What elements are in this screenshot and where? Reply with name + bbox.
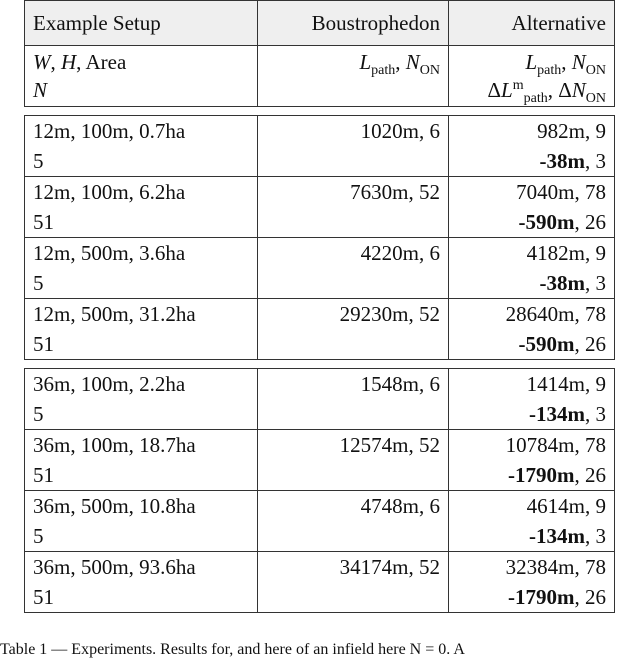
boustrophedon-cell	[258, 430, 449, 491]
results-table	[24, 0, 615, 613]
header-alternative: Alternative	[449, 1, 615, 46]
setup-n: 5	[33, 271, 44, 295]
alternative-cell	[449, 552, 615, 613]
boustrophedon-cell	[258, 491, 449, 552]
alternative-cell	[449, 238, 615, 299]
subheader-setup-cell	[25, 46, 258, 107]
alternative-value: 7040m, 78	[516, 180, 606, 204]
alternative-delta-length: -590m	[518, 210, 575, 234]
alternative-value: 28640m, 78	[505, 302, 606, 326]
alternative-delta-n: , 26	[574, 332, 606, 356]
setup-params: 12m, 100m, 6.2ha	[33, 180, 186, 204]
alternative-cell	[449, 430, 615, 491]
alternative-delta-n: , 26	[574, 585, 606, 609]
table-row	[25, 369, 615, 430]
table-row	[25, 238, 615, 299]
alternative-delta-length: -1790m	[508, 585, 575, 609]
alternative-cell	[449, 299, 615, 360]
alternative-cell	[449, 116, 615, 177]
setup-params: 12m, 500m, 31.2ha	[33, 302, 196, 326]
group-separator	[25, 360, 615, 369]
boustrophedon-cell	[258, 299, 449, 360]
setup-cell	[25, 177, 258, 238]
boustrophedon-value: 7630m, 52	[350, 180, 440, 204]
alternative-cell	[449, 177, 615, 238]
boustrophedon-value: 12574m, 52	[339, 433, 440, 457]
setup-cell	[25, 116, 258, 177]
alternative-value: 4182m, 9	[526, 241, 606, 265]
alternative-delta	[457, 582, 606, 612]
group-separator-cell	[25, 360, 615, 369]
boustrophedon-cell	[258, 116, 449, 177]
table-row	[25, 430, 615, 491]
table-caption: Table 1 — Experiments. Results for, and here of an infield here N = 0. A	[0, 641, 465, 658]
alternative-delta-n: , 3	[585, 524, 606, 548]
boustrophedon-value: 1548m, 6	[360, 372, 440, 396]
alternative-cell	[449, 491, 615, 552]
alternative-value: 32384m, 78	[505, 555, 606, 579]
boustrophedon-value: 29230m, 52	[339, 302, 440, 326]
boustrophedon-value: 4748m, 6	[360, 494, 440, 518]
boustrophedon-value: 1020m, 6	[360, 119, 440, 143]
alternative-delta-n: , 26	[574, 463, 606, 487]
boustrophedon-value: 4220m, 6	[360, 241, 440, 265]
subheader-setup-params: W, H, Area	[33, 50, 127, 74]
header-row	[25, 1, 615, 46]
table-row	[25, 299, 615, 360]
alternative-delta-n: , 3	[585, 149, 606, 173]
table-row	[25, 491, 615, 552]
alternative-cell	[449, 369, 615, 430]
alternative-delta	[457, 521, 606, 551]
alternative-delta-length: -134m	[529, 524, 585, 548]
alternative-delta-length: -38m	[539, 149, 585, 173]
subheader-setup-n: N	[33, 78, 48, 102]
header-example-setup: Example Setup	[25, 1, 258, 46]
alternative-delta	[457, 460, 606, 490]
alternative-delta-n: , 26	[574, 210, 606, 234]
subheader-alternative-cell	[449, 46, 615, 107]
setup-params: 36m, 100m, 2.2ha	[33, 372, 186, 396]
alternative-delta-length: -38m	[539, 271, 585, 295]
subheader-boustrophedon-metrics: $L_{path}$, $N_{ON}$	[359, 50, 440, 79]
setup-n: 51	[33, 332, 54, 356]
subheader-row	[25, 46, 615, 107]
alternative-delta	[457, 207, 606, 237]
subheader-boustrophedon-cell	[258, 46, 449, 107]
alternative-delta	[457, 399, 606, 429]
boustrophedon-cell	[258, 552, 449, 613]
table-row	[25, 177, 615, 238]
group-separator	[25, 107, 615, 116]
subheader-alternative-deltas: $\Delta L^m_{path}$, $\Delta N_{ON}$	[487, 78, 606, 107]
boustrophedon-cell	[258, 238, 449, 299]
setup-cell	[25, 430, 258, 491]
setup-cell	[25, 491, 258, 552]
alternative-delta-length: -134m	[529, 402, 585, 426]
setup-params: 36m, 100m, 18.7ha	[33, 433, 196, 457]
setup-params: 12m, 500m, 3.6ha	[33, 241, 186, 265]
setup-n: 5	[33, 402, 44, 426]
alternative-value: 4614m, 9	[526, 494, 606, 518]
setup-n: 5	[33, 149, 44, 173]
setup-n: 51	[33, 210, 54, 234]
table-row	[25, 116, 615, 177]
setup-n: 51	[33, 463, 54, 487]
boustrophedon-value: 34174m, 52	[339, 555, 440, 579]
boustrophedon-cell	[258, 369, 449, 430]
setup-params: 36m, 500m, 93.6ha	[33, 555, 196, 579]
alternative-delta	[457, 146, 606, 176]
setup-params: 36m, 500m, 10.8ha	[33, 494, 196, 518]
setup-cell	[25, 369, 258, 430]
results-table-wrapper	[24, 0, 614, 613]
alternative-delta-length: -590m	[518, 332, 575, 356]
header-boustrophedon: Boustrophedon	[258, 1, 449, 46]
alternative-delta	[457, 329, 606, 359]
setup-cell	[25, 299, 258, 360]
setup-cell	[25, 238, 258, 299]
alternative-delta-n: , 3	[585, 271, 606, 295]
setup-n: 5	[33, 524, 44, 548]
alternative-delta	[457, 268, 606, 298]
alternative-value: 1414m, 9	[526, 372, 606, 396]
alternative-value: 10784m, 78	[505, 433, 606, 457]
setup-n: 51	[33, 585, 54, 609]
alternative-delta-n: , 3	[585, 402, 606, 426]
alternative-delta-length: -1790m	[508, 463, 575, 487]
boustrophedon-cell	[258, 177, 449, 238]
setup-cell	[25, 552, 258, 613]
setup-params: 12m, 100m, 0.7ha	[33, 119, 186, 143]
table-row	[25, 552, 615, 613]
group-separator-cell	[25, 107, 615, 116]
subheader-alternative-metrics: $L_{path}$, $N_{ON}$	[525, 50, 606, 79]
alternative-value: 982m, 9	[537, 119, 606, 143]
